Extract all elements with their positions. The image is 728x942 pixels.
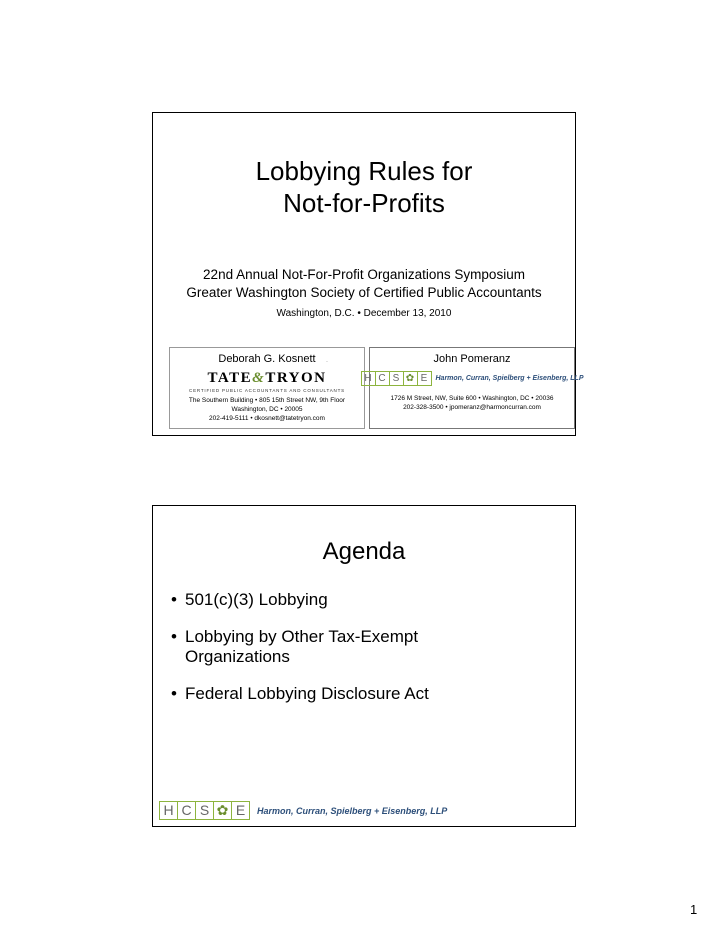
decorative-dot: · — [326, 359, 328, 365]
presenter-name-right: John Pomeranz — [433, 353, 511, 365]
presenter-box-left — [169, 347, 365, 429]
address-line-left-1: The Southern Building • 805 15th Street NW, 9th Floor — [188, 397, 346, 404]
logo-word-tate: TATE — [207, 370, 253, 386]
contact-line-right: 202-328-3500 • jpomeranz@harmoncurran.com — [403, 404, 541, 411]
logo-letter-s: S — [390, 372, 404, 385]
agenda-item-text: 501(c)(3) Lobbying — [185, 590, 328, 609]
symposium-line: 22nd Annual Not-For-Profit Organizations Symposium — [203, 267, 525, 282]
slide-1-title — [153, 155, 575, 219]
society-line: Greater Washington Society of Certified Public Accountants — [186, 285, 542, 300]
title-line-2: Not-for-Profits — [283, 188, 445, 218]
logo-letter-h: H — [160, 802, 178, 819]
contact-line-left: 202-419-5111 • dkosnett@tatetryon.com — [209, 415, 325, 422]
logo-word-tryon: TRYON — [265, 370, 327, 386]
agenda-item — [171, 684, 429, 704]
agenda-item-text-continued: Organizations — [185, 647, 290, 666]
slide-1 — [152, 112, 584, 436]
logo-letter-s: S — [196, 802, 214, 819]
hcse-letter-boxes — [361, 371, 432, 386]
agenda-item-text: Federal Lobbying Disclosure Act — [185, 684, 429, 703]
bullet-icon: • — [171, 627, 177, 646]
title-line-1: Lobbying Rules for — [255, 156, 473, 186]
hcse-logo — [364, 371, 584, 386]
flower-icon: ✿ — [404, 372, 418, 385]
logo-letter-h: H — [362, 372, 376, 385]
presenter-box-right — [364, 347, 584, 429]
agenda-list — [171, 590, 429, 721]
agenda-item — [171, 590, 429, 610]
hcse-letter-boxes — [159, 801, 250, 820]
slide-2 — [152, 505, 576, 827]
presenter-name-left: Deborah G. Kosnett — [218, 353, 316, 365]
agenda-item — [171, 627, 429, 667]
logo-letter-c: C — [178, 802, 196, 819]
firm-name: Harmon, Curran, Spielberg + Eisenberg, LLP — [435, 375, 584, 382]
bullet-icon: • — [171, 684, 177, 703]
logo-letter-c: C — [376, 372, 390, 385]
logo-letter-e: E — [235, 802, 246, 818]
hcse-footer-logo — [159, 801, 447, 820]
page-number: 1 — [690, 902, 698, 917]
agenda-title: Agenda — [322, 538, 406, 565]
logo-caption: CERTIFIED PUBLIC ACCOUNTANTS AND CONSULTANTS — [189, 388, 345, 393]
address-line-right: 1726 M Street, NW, Suite 600 • Washington, DC • 20036 — [390, 395, 554, 402]
flower-icon: ✿ — [214, 802, 232, 819]
logo-letter-e: E — [420, 373, 428, 384]
agenda-item-text: Lobbying by Other Tax-Exempt — [185, 627, 419, 646]
firm-name: Harmon, Curran, Spielberg + Eisenberg, LLP — [257, 805, 448, 816]
bullet-icon: • — [171, 590, 177, 609]
logo-ampersand: & — [252, 370, 266, 386]
address-line-left-2: Washington, DC • 20005 — [231, 406, 303, 413]
date-line: Washington, D.C. • December 13, 2010 — [276, 308, 452, 319]
